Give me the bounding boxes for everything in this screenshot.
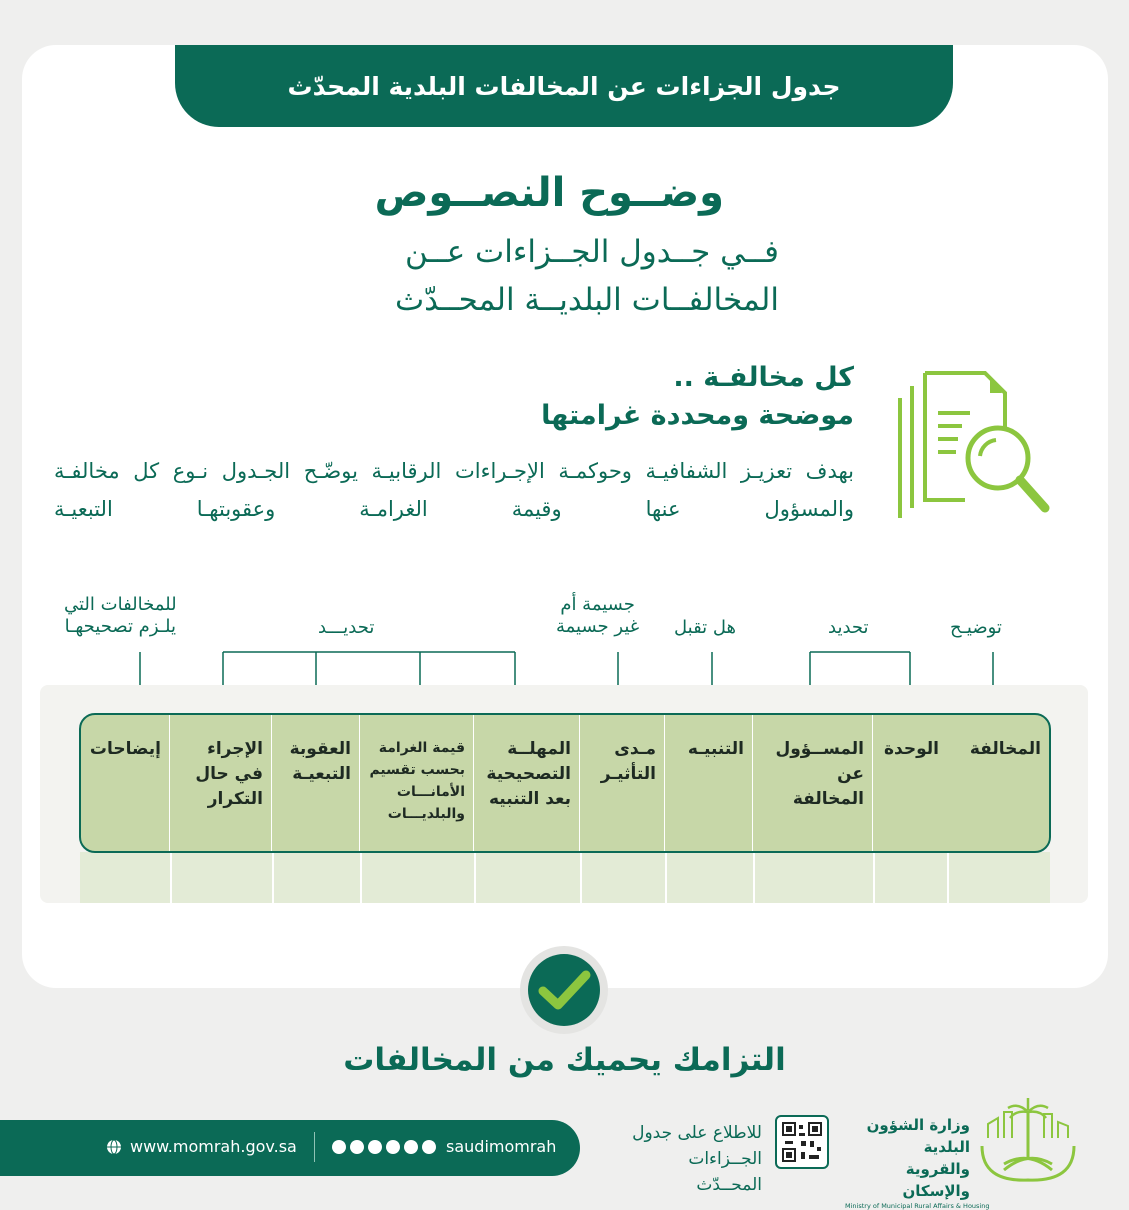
- column-header: مـدى التأثيـر: [579, 715, 664, 851]
- column-header: المســؤول عن المخالفة: [752, 715, 872, 851]
- ministry-emblem-logo: [978, 1098, 1078, 1182]
- table-empty-row: [80, 852, 1050, 903]
- ministry-name-en: Ministry of Municipal Rural Affairs & Housing: [845, 1202, 990, 1210]
- annotation-clarify: توضيـح: [950, 617, 1002, 638]
- column-header: المخالفة: [969, 739, 1041, 759]
- annotation-define-right: تحديد: [828, 617, 869, 638]
- column-header: إيضاحات: [79, 715, 169, 851]
- row-separator: [580, 852, 582, 903]
- annotation-warning-accept: هل تقبل: [674, 617, 737, 638]
- linkedin-icon[interactable]: [332, 1140, 346, 1154]
- annotation-define-left: تحديـــد: [318, 617, 375, 638]
- slogan: التزامك يحميك من المخالفات: [343, 1042, 786, 1078]
- social-handle: saudimomrah: [446, 1137, 557, 1156]
- hero-subtitle: [299, 228, 779, 324]
- column-header: قيمة الغرامة بحسب تقسيم الأمانـــات والبلديـــات: [359, 715, 473, 851]
- row-separator: [665, 852, 667, 903]
- column-header: الإجراء في حال التكرار: [169, 715, 271, 851]
- facebook-icon[interactable]: [350, 1140, 364, 1154]
- qr-caption-line1: للاطلاع على جدول: [632, 1123, 762, 1143]
- website-url: www.momrah.gov.sa: [130, 1137, 297, 1156]
- document-search-icon: [890, 368, 1055, 518]
- row-separator: [170, 852, 172, 903]
- globe-icon: [106, 1139, 122, 1155]
- footer-divider: [314, 1132, 315, 1162]
- column-header: العقوبة التبعيـة: [271, 715, 359, 851]
- lead-line2: موضحة ومحددة غرامتها: [541, 400, 854, 431]
- hero-subtitle-line1: فــي جــدول الجــزاءات عــن: [404, 234, 779, 270]
- lead-line1: كل مخالفـة ..: [673, 362, 854, 393]
- annotation-correct-line2: يلـزم تصحيحهـا: [64, 616, 176, 637]
- instagram-icon[interactable]: [368, 1140, 382, 1154]
- column-header: الوحدة: [872, 715, 947, 851]
- website-link[interactable]: [106, 1137, 297, 1156]
- qr-caption-line2: الجــزاءات المحــدّث: [688, 1149, 762, 1195]
- intro-description: بهدف تعزيـز الشفافيـة وحوكمـة الإجـراءات الرقابيـة يوضّـح الجـدول نـوع كل مخالفـة والمسؤول عنها وقيمة الغرامـة وعقوبتهـا التبعيـة: [54, 459, 854, 521]
- hero-subtitle-line2: المخالفــات البلديــة المحــدّث: [394, 282, 779, 318]
- annotation-correct: [64, 594, 177, 638]
- column-header: المهلــة التصحيحية بعد التنبيه: [473, 715, 579, 851]
- ministry-name-ar-line2: والقروية والإسكان: [902, 1160, 970, 1200]
- row-separator: [753, 852, 755, 903]
- qr-code[interactable]: [775, 1115, 829, 1169]
- annotation-severity-line1: جسيمة أم: [560, 594, 635, 615]
- annotation-correct-line1: للمخالفات التي: [64, 594, 177, 615]
- row-separator: [474, 852, 476, 903]
- column-header: التنبيـه: [664, 715, 752, 851]
- row-separator: [272, 852, 274, 903]
- hero-title: وضــوح النصــوص: [374, 170, 724, 216]
- table-header-row: [79, 713, 1051, 853]
- checkmark-badge-icon: [519, 945, 609, 1035]
- snapchat-icon[interactable]: [404, 1140, 418, 1154]
- youtube-icon[interactable]: [422, 1140, 436, 1154]
- annotation-severity: [556, 594, 639, 638]
- ministry-name: [845, 1114, 990, 1210]
- row-separator: [873, 852, 875, 903]
- row-separator: [947, 852, 949, 903]
- ministry-name-ar-line1: وزارة الشؤون البلدية: [866, 1116, 970, 1156]
- social-links[interactable]: [332, 1137, 556, 1156]
- qr-caption: [620, 1120, 762, 1198]
- x-icon[interactable]: [386, 1140, 400, 1154]
- header-title: جدول الجزاءات عن المخالفات البلدية المحدّث: [175, 45, 953, 127]
- annotation-severity-line2: غير جسيمة: [556, 616, 640, 637]
- row-separator: [360, 852, 362, 903]
